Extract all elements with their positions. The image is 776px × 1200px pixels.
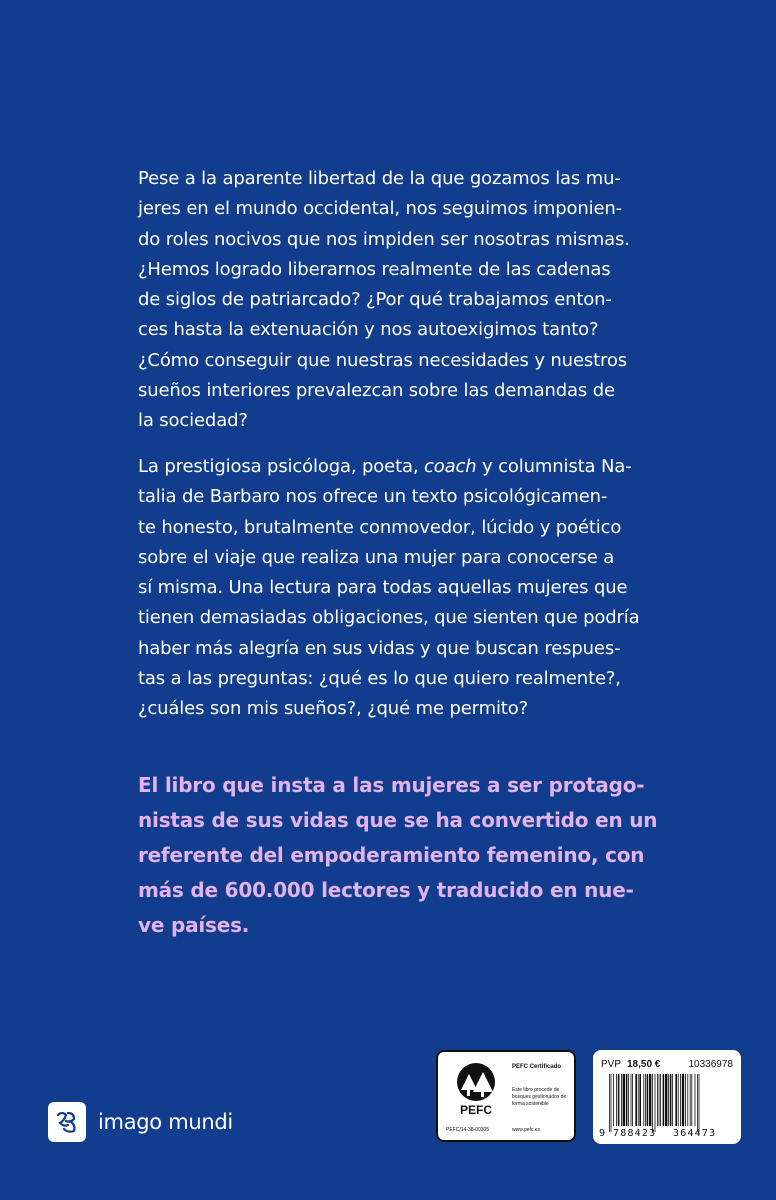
paragraph-1-line: Pese a la aparente libertad de la que gozamos las mu- xyxy=(138,168,621,189)
paragraph-2-line: haber más alegría en sus vidas y que buscan respues- xyxy=(138,637,621,659)
barcode-bar xyxy=(663,1074,665,1126)
paragraph-2-italic: coach xyxy=(424,456,477,477)
barcode-bar xyxy=(618,1074,620,1126)
isbn-right-group: 364473 xyxy=(673,1128,717,1139)
barcode-bar xyxy=(685,1074,686,1126)
barcode-bar xyxy=(670,1074,672,1126)
barcode-bar xyxy=(655,1074,656,1132)
paragraph-1-line: de siglos de patriarcado? ¿Por qué trabajamos enton- xyxy=(138,289,612,311)
highlight-line: nistas de sus vidas que se ha convertido en un xyxy=(138,808,658,832)
pefc-certification xyxy=(436,1050,576,1142)
paragraph-2-line: sobre el viaje que realiza una mujer para conocerse a xyxy=(138,546,615,568)
pefc-description: Este libro procede de bosques gestionados de forma sostenible xyxy=(512,1087,567,1107)
barcode-bar xyxy=(609,1074,610,1132)
barcode-bar xyxy=(611,1074,612,1132)
publisher-logo xyxy=(48,1102,233,1142)
barcode-bar xyxy=(672,1074,673,1126)
paragraph-2 xyxy=(138,452,643,725)
barcode-box xyxy=(593,1050,741,1144)
paragraph-1-line: ces hasta la extenuación y nos autoexigimos tanto? xyxy=(138,319,599,341)
barcode-bar xyxy=(649,1074,651,1126)
barcode-icon xyxy=(609,1074,733,1134)
paragraph-2-line: talia de Barbaro nos ofrece un texto psicológicamen- xyxy=(138,486,608,508)
pefc-website: www.pefc.es xyxy=(512,1127,541,1133)
isbn-first-digit: 9 xyxy=(599,1128,606,1139)
barcode-bar xyxy=(691,1074,692,1126)
highlight-line: El libro que insta a las mujeres a ser protago- xyxy=(138,773,645,797)
paragraph-2-line: tas a las preguntas: ¿qué es lo que quiero realmente?, xyxy=(138,668,621,690)
barcode-bar xyxy=(639,1074,641,1126)
paragraph-2-text: La prestigiosa psicóloga, poeta, xyxy=(138,456,425,477)
barcode-bar xyxy=(652,1074,653,1132)
highlight-line: más de 600.000 lectores y traducido en nue- xyxy=(138,878,634,902)
barcode-bar xyxy=(621,1074,622,1126)
publisher-mark-icon xyxy=(48,1102,86,1142)
barcode-bar xyxy=(675,1074,677,1126)
pefc-code: PEFC/14-38-00305 xyxy=(446,1127,490,1133)
barcode-bar xyxy=(687,1074,688,1126)
barcode-bar xyxy=(659,1074,660,1126)
paragraph-2-text: y columnista Na- xyxy=(476,456,632,477)
highlight-paragraph xyxy=(138,768,658,943)
paragraph-1-line: jeres en el mundo occidental, nos seguimos imponien- xyxy=(138,198,623,220)
barcode-bar xyxy=(643,1074,644,1126)
barcode-bar xyxy=(668,1074,669,1126)
barcode-bar xyxy=(682,1074,684,1126)
highlight-line: ve países. xyxy=(138,913,250,937)
paragraph-2-line: te honesto, brutalmente conmovedor, lúcido y poético xyxy=(138,516,622,538)
pefc-tree-icon xyxy=(447,1060,505,1118)
barcode-bar xyxy=(657,1074,658,1126)
barcode-bar xyxy=(626,1074,628,1126)
barcode-bar xyxy=(623,1074,625,1126)
barcode-bar xyxy=(628,1074,629,1126)
paragraph-2-first-line xyxy=(138,452,643,482)
barcode-bar xyxy=(613,1074,614,1126)
pefc-logo-text: PEFC xyxy=(459,1103,493,1117)
isbn-left-group: 788423 xyxy=(613,1128,657,1139)
paragraph-2-line: sí misma. Una lectura para todas aquellas mujeres que xyxy=(138,577,628,599)
paragraph-2-line: tienen demasiadas obligaciones, que sienten que podría xyxy=(138,607,640,629)
paragraph-1-line: do roles nocivos que nos impiden ser nosotras mismas. xyxy=(138,228,630,250)
paragraph-1 xyxy=(138,164,643,437)
barcode-bar xyxy=(680,1074,681,1126)
barcode-bar xyxy=(616,1074,617,1126)
barcode-bar xyxy=(695,1074,696,1126)
barcode-bar xyxy=(632,1074,633,1126)
pefc-title: PEFC Certificado xyxy=(512,1064,562,1070)
paragraph-1-line: ¿Hemos logrado liberarnos realmente de las cadenas xyxy=(138,258,611,280)
barcode-bar xyxy=(660,1074,661,1126)
barcode-bar xyxy=(645,1074,646,1126)
barcode-bar xyxy=(690,1074,691,1126)
paragraph-2-line: ¿cuáles son mis sueños?, ¿qué me permito? xyxy=(138,698,528,720)
barcode-bar xyxy=(678,1074,679,1126)
barcode-bar xyxy=(699,1074,700,1132)
highlight-line: referente del empoderamiento femenino, con xyxy=(138,843,645,867)
paragraph-1-line: sueños interiores prevalezcan sobre las demandas de xyxy=(138,380,615,402)
barcode-bar xyxy=(631,1074,632,1126)
barcode-bar xyxy=(697,1074,698,1132)
barcode-bar xyxy=(665,1074,667,1126)
barcode-bar xyxy=(635,1074,637,1126)
paragraph-1-line: ¿Cómo conseguir que nuestras necesidades y nuestros xyxy=(138,349,627,371)
publisher-name: imago mundi xyxy=(98,1110,233,1134)
paragraph-1-line: la sociedad? xyxy=(138,410,248,432)
pvp-label: PVP xyxy=(601,1059,622,1070)
product-code: 10336978 xyxy=(688,1059,733,1070)
pvp-price: 18,50 € xyxy=(627,1059,661,1070)
barcode-bar xyxy=(647,1074,649,1126)
barcode-bar xyxy=(638,1074,639,1126)
